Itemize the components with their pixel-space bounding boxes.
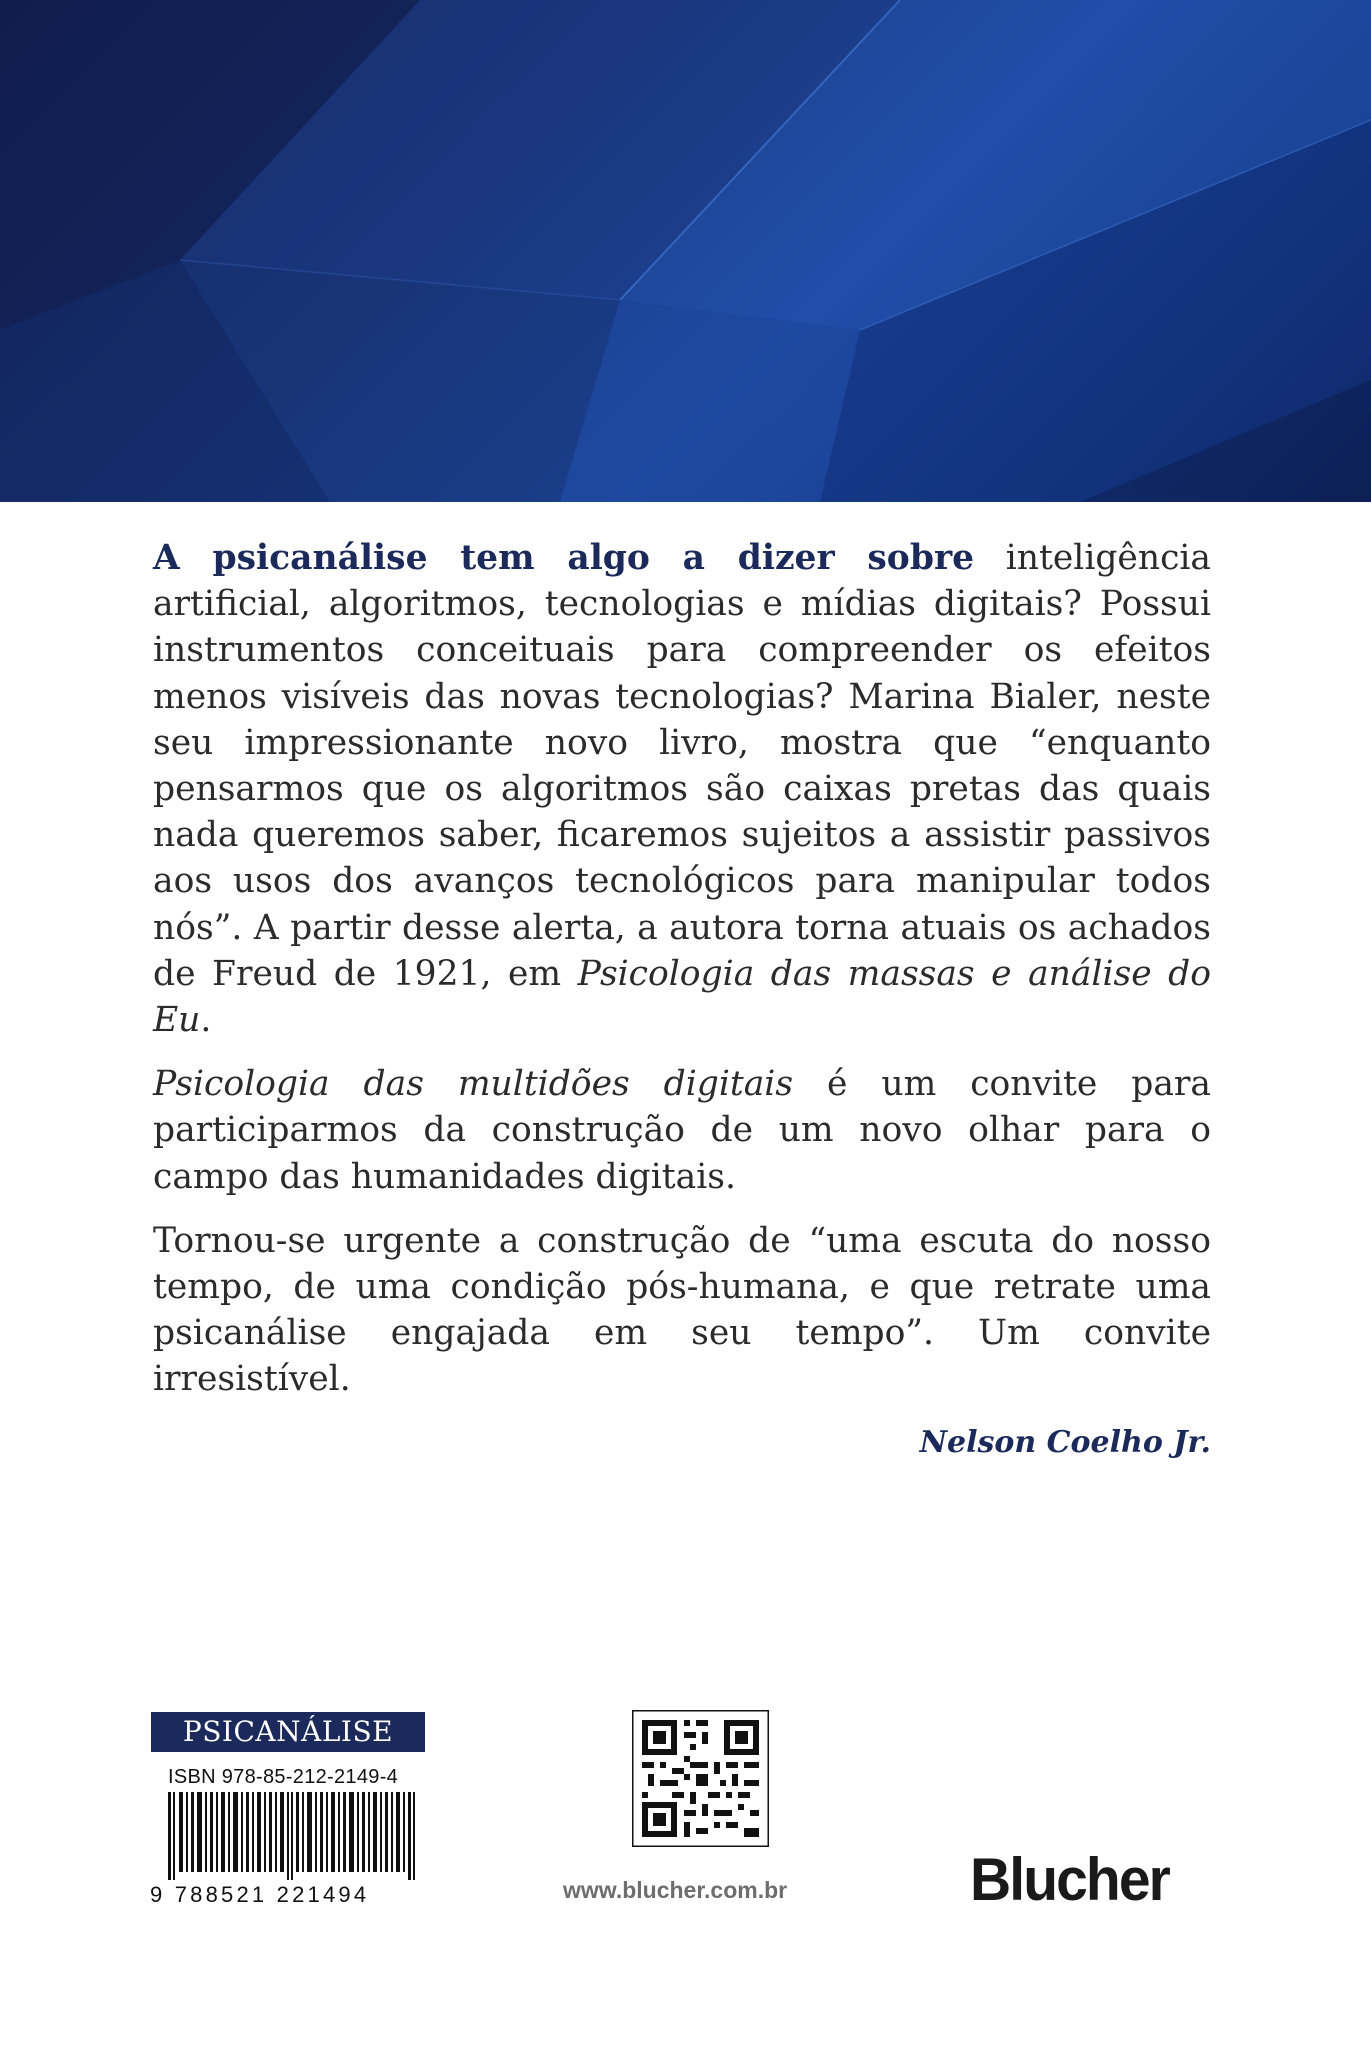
blurb-paragraph-1 [153,535,1211,1043]
blurb-text-end: . [200,1000,212,1041]
qr-code-icon [632,1710,769,1847]
blurb-lead: A psicanálise tem algo a dizer sobre [153,538,975,578]
blurb-text: Tornou-se urgente a construção de “uma escuta do nosso tempo, de uma condição pós-humana, e que retrate uma psicanálise engajada em seu tempo”. Um convite irresistível. [153,1220,1211,1400]
endorsement-author: Nelson Coelho Jr. [919,1425,1211,1460]
publisher-logo: Blucher [970,1846,1169,1913]
isbn-text: ISBN 978-85-212-2149-4 [168,1766,399,1788]
book-title-reference: Psicologia das massas e análise do Eu [153,953,1212,1041]
blurb-paragraph-2 [153,1061,1211,1200]
book-title: Psicologia das multidões digitais [153,1064,794,1105]
blurb-paragraph-3 [153,1218,1211,1403]
blurb-text: inteligência artificial, algoritmos, tecnologias e mídias digitais? Possui instrumentos conceituais para compreender os efeitos menos visíveis das novas tecnologias? Marina Bialer, neste seu impressionante novo livro, mostra que “enquanto pensarmos que os algoritmos são caixas pretas das quais nada queremos saber, ficaremos sujeitos a assistir passivos aos usos dos avanços tecnológicos para manipular todos nós”. A partir desse alerta, a autora torna atuais os achados de Freud de 1921, em [153,538,1211,994]
barcode-digits: 9 788521 221494 [150,1882,370,1907]
barcode-icon [150,1792,436,1880]
blurb-text: é um convite para participarmos da construção de um novo olhar para o campo das humanidades digitais. [153,1064,1211,1197]
publisher-url: www.blucher.com.br [563,1877,788,1903]
polygon-pattern [0,0,1371,502]
cover-banner [0,0,1371,502]
category-label: PSICANÁLISE [151,1712,425,1752]
back-cover-blurb [153,535,1211,1421]
